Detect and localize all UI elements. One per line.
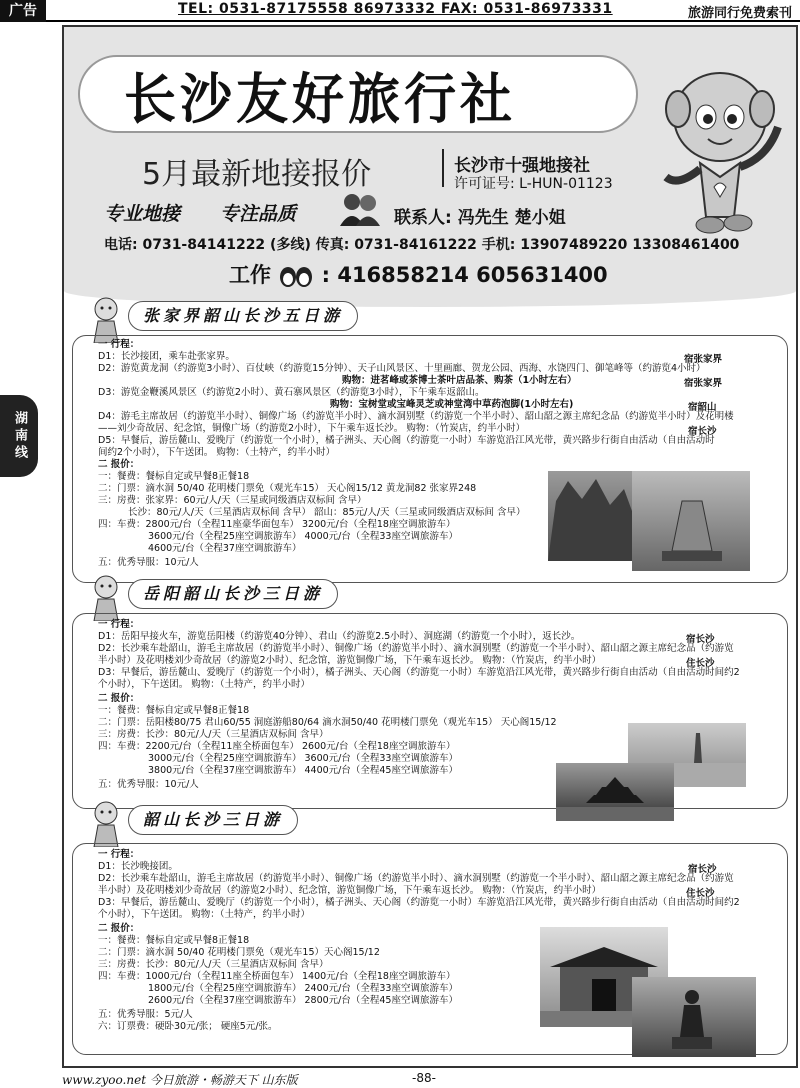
- region-tab: 湖南线: [0, 395, 38, 477]
- overnight-tag: 住长沙: [686, 888, 715, 899]
- agency-title: 长沙友好旅行社: [124, 68, 517, 132]
- itinerary-line: D1：长沙晚接团。: [98, 861, 178, 872]
- ad-frame: [62, 25, 798, 1068]
- tour-title: 张家界韶山长沙五日游: [128, 301, 358, 331]
- itinerary-line: 半小时）及花明楼刘少奇故居（约游览2小时）、纪念馆，游览铜像广场，下午乘车返长沙。 购物：（竹炭店，约半小时）: [98, 655, 602, 666]
- qq-penguin-icon: [278, 265, 314, 287]
- qq-label: 工作: [229, 263, 271, 287]
- quote-subtitle: 5月最新地接报价: [142, 157, 372, 192]
- itinerary-line: D5：早餐后，游岳麓山、爱晚厅（约游览一个小时），橘子洲头、天心阁（约游览一小时）车游览沿江风光带，黄兴路步行街自由活动（自由活动时: [98, 435, 715, 446]
- overnight-tag: 宿张家界: [684, 378, 723, 389]
- itinerary-line: D2：长沙乘车赴韶山，游毛主席故居（约游览半小时）、铜像广场（约游览半小时）、滴水洞别墅（约游览一个半小时）、韶山韶之源主席纪念品（约游览: [98, 643, 734, 654]
- price-line: 一：餐费：餐标自定或早餐8正餐18: [98, 471, 250, 482]
- monument-photo: [632, 471, 750, 571]
- price-line: 三：房费：长沙：80元/人/天（三星酒店双标间 含早）: [98, 959, 329, 970]
- footer-site: www.zyoo.net 今日旅游・畅游天下 山东版: [62, 1073, 298, 1087]
- agency-honor: 长沙市十强地接社: [454, 156, 590, 176]
- price-label: 二 报价：: [98, 693, 140, 704]
- overnight-tag: 宿长沙: [688, 426, 717, 437]
- price-line: 四：车费：1000元/台（全程11座全桥面包车） 1400元/台（全程18座空调旅游车）: [98, 971, 456, 982]
- price-label: 二 报价：: [98, 923, 140, 934]
- contact-persons: 联系人: 冯先生 楚小姐: [394, 208, 566, 228]
- tour-section-shaoshan: [72, 799, 788, 1059]
- price-line: 3600元/台（全程25座空调旅游车） 4000元/台（全程33座空调旅游车）: [148, 531, 458, 542]
- price-line: 一：餐费：餐标自定或早餐8正餐18: [98, 705, 250, 716]
- price-line: 五：优秀导服：5元/人: [98, 1009, 193, 1020]
- itinerary-line: D2：游览黄龙洞（约游览3小时）、百仗峡（约游览15分钟）、天子山风景区、十里画廊、贺龙公园、西海、水饶四门、御笔峰等（约游览4小时）: [98, 363, 706, 374]
- page-footer: [62, 1070, 798, 1087]
- itinerary-label: 一 行程：: [98, 849, 140, 860]
- itinerary-label: 一 行程：: [98, 339, 140, 350]
- tour-title: 岳阳韶山长沙三日游: [128, 579, 338, 609]
- statue-photo: [632, 977, 756, 1057]
- overnight-tag: 住长沙: [686, 658, 715, 669]
- itinerary-line: D3：早餐后，游岳麓山、爱晚厅（约游览一个小时），橘子洲头、天心阁（约游览一小时）车游览沿江风光带，黄兴路步行街自由活动（自由活动时间约2: [98, 667, 740, 678]
- shopping-note: 购物：进茗峰或茶博士茶叶店品茶、购茶（1小时左右）: [342, 375, 577, 386]
- subtitle-divider: [442, 149, 444, 187]
- tour-section-yueyang: [72, 573, 788, 813]
- qq-numbers: : 416858214 605631400: [321, 263, 608, 287]
- itinerary-line: D3：早餐后，游岳麓山、爱晚厅（约游览一个小时），橘子洲头、天心阁（约游览一小时）车游览沿江风光带，黄兴路步行街自由活动（自由活动时间约2: [98, 897, 740, 908]
- price-line: 3800元/台（全程37座空调旅游车） 4400元/台（全程45座空调旅游车）: [148, 765, 458, 776]
- price-line: 2600元/台（全程37座空调旅游车） 2800元/台（全程45座空调旅游车）: [148, 995, 458, 1006]
- price-line: 一：餐费：餐标自定或早餐8正餐18: [98, 935, 250, 946]
- price-line: 五：优秀导服：10元/人: [98, 779, 199, 790]
- top-banner: [0, 0, 800, 22]
- itinerary-line: ——刘少奇故居、纪念馆，铜像广场（约游览2小时），下午乘车返长沙。 购物：（竹炭店，约半小时）: [98, 423, 526, 434]
- itinerary-line: D1：长沙接团，乘车赴张家界。: [98, 351, 235, 362]
- page-number: -88-: [412, 1071, 436, 1085]
- ad-label: 广告: [0, 0, 46, 22]
- itinerary-line: D1：岳阳早接火车，游览岳阳楼（约游览40分钟）、君山（约游览2.5小时）、洞庭湖（约游览一个小时），返长沙。: [98, 631, 581, 642]
- zhangjiajie-photo: [548, 471, 632, 561]
- price-line: 二：门票：滴水洞 50/40 花明楼门票免（观光车15） 天心阁15/12 黄龙洞82 张家界248: [98, 483, 477, 494]
- mascot-icon: [638, 47, 798, 247]
- overnight-tag: 宿张家界: [684, 354, 723, 365]
- slogan-professional: 专业地接: [104, 203, 181, 225]
- contacts-portrait-icon: [338, 192, 382, 226]
- qq-row: [229, 259, 608, 289]
- price-line: 3000元/台（全程25座空调旅游车） 3600元/台（全程33座空调旅游车）: [148, 753, 458, 764]
- price-line: 4600元/台（全程37座空调旅游车）: [148, 543, 302, 554]
- price-line: 四：车费：2800元/台（全程11座豪华面包车） 3200元/台（全程18座空调旅游车）: [98, 519, 456, 530]
- phone-line: 电话: 0731-84141222 (多线) 传真: 0731-84161222 手机: 13907489220 13308461400: [104, 237, 740, 253]
- child-guide-icon: [86, 799, 126, 847]
- price-label: 二 报价：: [98, 459, 140, 470]
- price-line: 长沙：80元/人/天（三星酒店双标间 含早） 韶山：85元/人/天（三星或同级酒店双标间 含早）: [128, 507, 526, 518]
- tour-title: 韶山长沙三日游: [128, 805, 298, 835]
- itinerary-line: D4：游毛主席故居（约游览半小时）、铜像广场（约游览半小时）、滴水洞别墅（约游览一个半小时）、韶山韶之源主席纪念品（约游览半小时）及花明楼: [98, 411, 734, 422]
- itinerary-line: 个小时），下午送团。 购物：（土特产，约半小时）: [98, 909, 311, 920]
- itinerary-line: D3：游览金鞭溪风景区（约游览2小时）、黄石寨风景区（约游览3小时），下午乘车返韶山。: [98, 387, 485, 398]
- publication-name: 旅游同行免费索刊: [687, 6, 792, 21]
- publisher-contact: TEL: 0531-87175558 86973332 FAX: 0531-86973331: [178, 1, 613, 17]
- itinerary-line: 间约2个小时），下午送团。 购物：（土特产，约半小时）: [98, 447, 336, 458]
- itinerary-label: 一 行程：: [98, 619, 140, 630]
- price-line: 1800元/台（全程25座空调旅游车） 2400元/台（全程33座空调旅游车）: [148, 983, 458, 994]
- itinerary-line: 个小时），下午送团。 购物：（土特产，约半小时）: [98, 679, 311, 690]
- price-line: 四：车费：2200元/台（全程11座全桥面包车） 2600元/台（全程18座空调旅游车）: [98, 741, 456, 752]
- itinerary-line: D2：长沙乘车赴韶山，游毛主席故居（约游览半小时）、铜像广场（约游览半小时）、滴水洞别墅（约游览一个半小时）、韶山韶之源主席纪念品（约游览: [98, 873, 734, 884]
- price-line: 六：订票费：硬卧30元/张； 硬座5元/张。: [98, 1021, 278, 1032]
- price-line: 三：房费：长沙：80元/人/天（三星酒店双标间 含早）: [98, 729, 329, 740]
- overnight-tag: 宿长沙: [688, 864, 717, 875]
- overnight-tag: 宿韶山: [688, 402, 717, 413]
- license-number: 许可证号: L-HUN-01123: [454, 176, 613, 192]
- price-line: 三：房费：张家界：60元/人/天（三星或同级酒店双标间 含早）: [98, 495, 367, 506]
- price-line: 二：门票：滴水洞 50/40 花明楼门票免（观光车15）天心阁15/12: [98, 947, 380, 958]
- price-line: 二：门票：岳阳楼80/75 君山60/55 洞庭游船80/64 滴水洞50/40 花明楼门票免（观光车15） 天心阁15/12: [98, 717, 557, 728]
- tour-section-zjj: [72, 295, 788, 585]
- shopping-note: 购物：宝树堂或宝峰灵芝或神堂湾中草药泡脚(1小时左右): [330, 399, 574, 410]
- overnight-tag: 宿长沙: [686, 634, 715, 645]
- itinerary-line: 半小时）及花明楼刘少奇故居（约游览2小时）、纪念馆，游览铜像广场，下午乘车返长沙。 购物：（竹炭店，约半小时）: [98, 885, 602, 896]
- price-line: 五：优秀导服：10元/人: [98, 557, 199, 568]
- slogan-quality: 专注品质: [220, 203, 297, 225]
